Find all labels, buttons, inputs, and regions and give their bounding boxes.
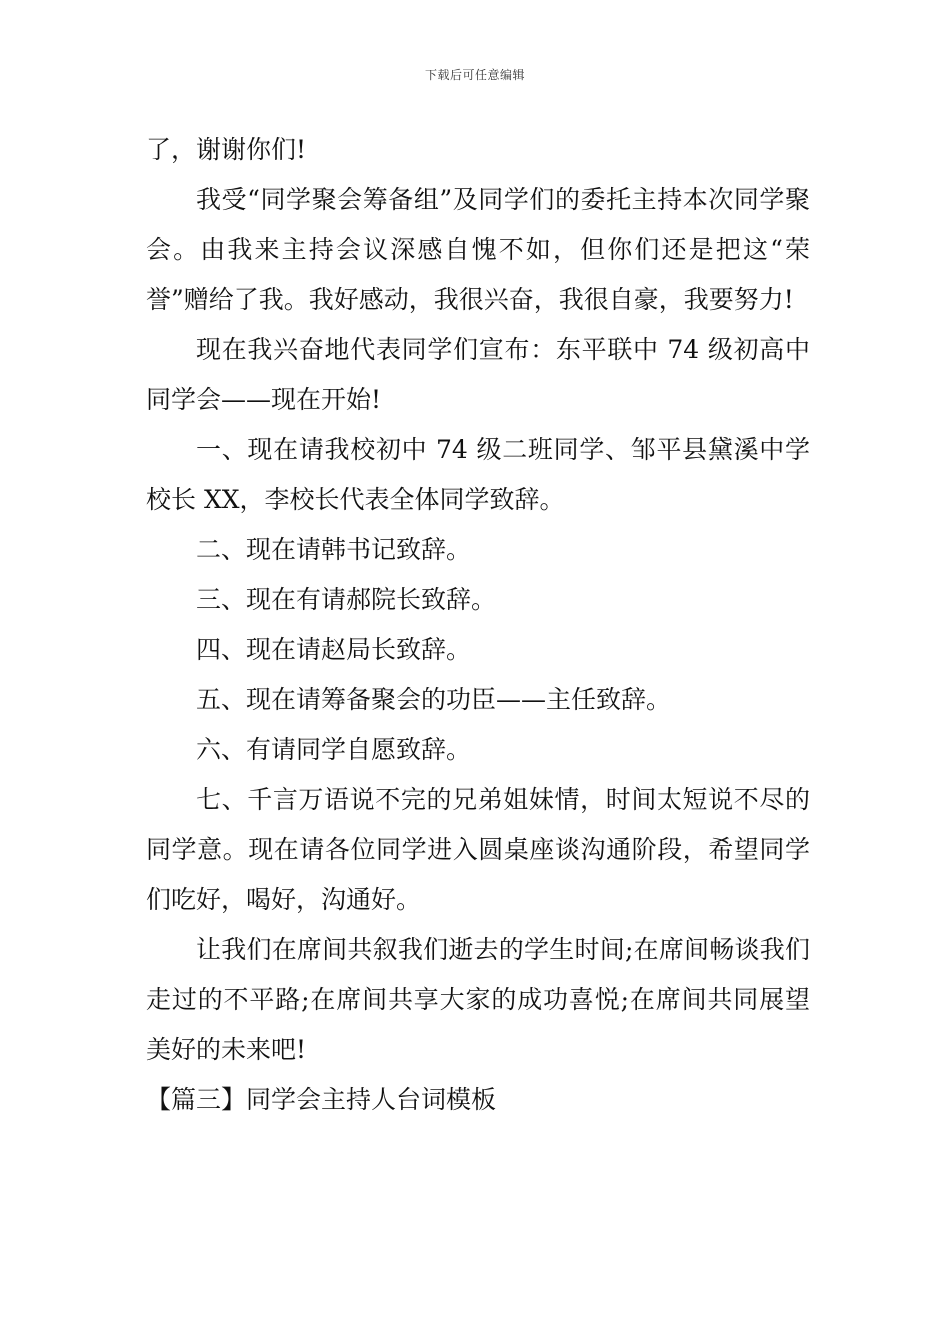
paragraph-host-intro: 我受“同学聚会筹备组”及同学们的委托主持本次同学聚会。由我来主持会议深感自愧不如，但你们还是把这“荣誉”赠给了我。我好感动，我很兴奋，我很自豪，我要努力! bbox=[146, 185, 810, 314]
paragraph-item-1: 一、现在请我校初中 74 级二班同学、邹平县黛溪中学校长 XX，李校长代表全体同学致辞。 bbox=[146, 435, 810, 514]
document-body bbox=[146, 125, 810, 1125]
paragraph-item-6: 六、有请同学自愿致辞。 bbox=[196, 735, 472, 764]
paragraph-item-7: 七、千言万语说不完的兄弟姐妹情，时间太短说不尽的同学意。现在请各位同学进入圆桌座谈沟通阶段，希望同学们吃好，喝好，沟通好。 bbox=[146, 785, 810, 914]
paragraph-opening-announcement: 现在我兴奋地代表同学们宣布：东平联中 74 级初高中同学会——现在开始! bbox=[146, 335, 810, 414]
paragraph-item-5: 五、现在请筹备聚会的功臣——主任致辞。 bbox=[196, 685, 672, 714]
paragraph-closing: 让我们在席间共叙我们逝去的学生时间;在席间畅谈我们走过的不平路;在席间共享大家的成功喜悦;在席间共同展望美好的未来吧! bbox=[146, 935, 810, 1064]
section-heading: 【篇三】同学会主持人台词模板 bbox=[146, 1085, 497, 1114]
page-header: 下载后可任意编辑 bbox=[424, 68, 525, 82]
paragraph-item-4: 四、现在请赵局长致辞。 bbox=[196, 635, 472, 664]
paragraph-item-3: 三、现在有请郝院长致辞。 bbox=[196, 585, 497, 614]
paragraph-continuation: 了，谢谢你们! bbox=[146, 135, 307, 164]
paragraph-item-2: 二、现在请韩书记致辞。 bbox=[196, 535, 472, 564]
